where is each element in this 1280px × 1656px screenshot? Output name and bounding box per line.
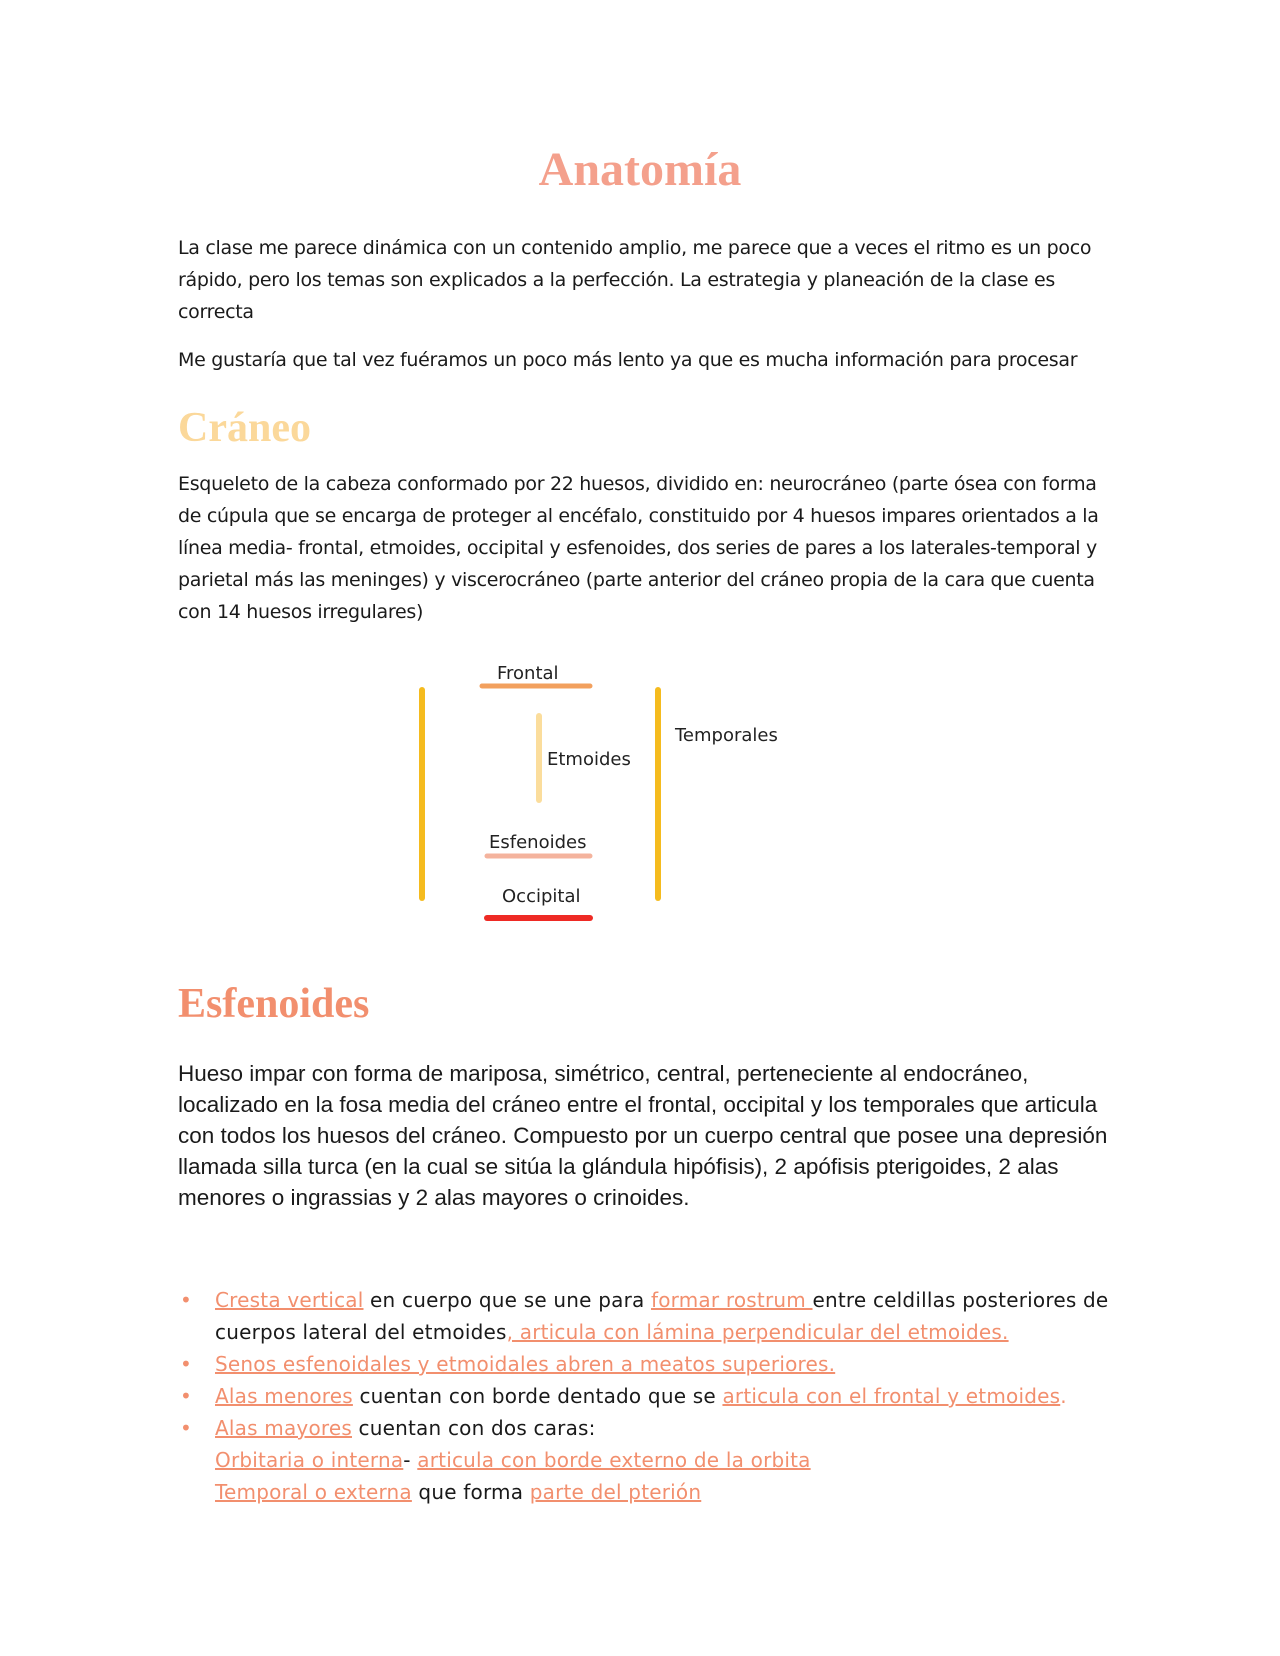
esfenoides-bullet-list (178, 1284, 1128, 1508)
temporales-label: Temporales (675, 725, 778, 746)
link-formar-rostrum[interactable]: formar rostrum (651, 1288, 813, 1312)
etmoides-label: Etmoides (547, 749, 631, 770)
list-item: • Cresta vertical en cuerpo que se une para formar rostrum entre celdillas posteriores de cuerpos lateral del etmoides, articula con lámina perpendicular del etmoides. (178, 1284, 1128, 1348)
list-item: • Alas mayores cuentan con dos caras: Orbitaria o interna- articula con borde externo de la orbita Temporal o externa que forma parte del pterión (178, 1412, 1128, 1508)
link-alas-mayores[interactable]: Alas mayores (215, 1416, 352, 1440)
esfenoides-heading: Esfenoides (178, 981, 370, 1027)
link-alas-menores[interactable]: Alas menores (215, 1384, 353, 1408)
link-temporal-externa[interactable]: Temporal o externa (215, 1480, 412, 1504)
sub-item-temporal: Temporal o externa que forma parte del pterión (215, 1480, 702, 1504)
link-orbitaria[interactable]: Orbitaria o interna (215, 1448, 404, 1472)
link-senos-esfenoidales[interactable]: Senos esfenoidales y etmoidales abren a meatos superiores. (215, 1352, 836, 1376)
page-title: Anatomía (538, 143, 742, 196)
craneo-heading: Cráneo (178, 405, 311, 451)
occipital-label: Occipital (502, 886, 581, 907)
link-articula-lamina[interactable]: , articula con lámina perpendicular del etmoides. (506, 1320, 1009, 1344)
list-item (178, 1348, 1128, 1380)
esfenoides-label: Esfenoides (489, 832, 587, 853)
sub-item-orbitaria: Orbitaria o interna- articula con borde externo de la orbita (215, 1448, 811, 1472)
link-articula-frontal-etmoides[interactable]: articula con el frontal y etmoides (722, 1384, 1061, 1408)
link-pterion[interactable]: parte del pterión (529, 1480, 702, 1504)
link-articula-orbita[interactable]: articula con borde externo de la orbita (417, 1448, 811, 1472)
esfenoides-paragraph: Hueso impar con forma de mariposa, simétrico, central, perteneciente al endocráneo, localizado en la fosa media del cráneo entre el frontal, occipital y los temporales que articula con todos los huesos del cráneo. Compuesto por un cuerpo central que posee una depresión llamada silla turca (en la cual se sitúa la glándula hipófisis), 2 apófisis pterigoides, 2 alas menores o ingrassias y 2 alas mayores o crinoides. (178, 1061, 1108, 1210)
list-item: • Alas menores cuentan con borde dentado que se articula con el frontal y etmoides. (178, 1380, 1128, 1412)
intro-paragraph-2: Me gustaría que tal vez fuéramos un poco más lento ya que es mucha información para procesar (178, 349, 1078, 371)
intro-paragraph-1: La clase me parece dinámica con un contenido amplio, me parece que a veces el ritmo es un poco rápido, pero los temas son explicados a la perfección. La estrategia y planeación de la clase es correcta (178, 237, 1092, 323)
link-cresta-vertical[interactable]: Cresta vertical (215, 1288, 364, 1312)
craneo-paragraph: Esqueleto de la cabeza conformado por 22 huesos, dividido en: neurocráneo (parte ósea con forma de cúpula que se encarga de proteger al encéfalo, constituido por 4 huesos impares orientados a la línea media- frontal, etmoides, occipital y esfenoides, dos series de pares a los laterales-temporal y parietal más las meninges) y viscerocráneo (parte anterior del cráneo propia de la cara que cuenta con 14 huesos irregulares) (178, 473, 1099, 623)
frontal-label: Frontal (497, 663, 559, 684)
